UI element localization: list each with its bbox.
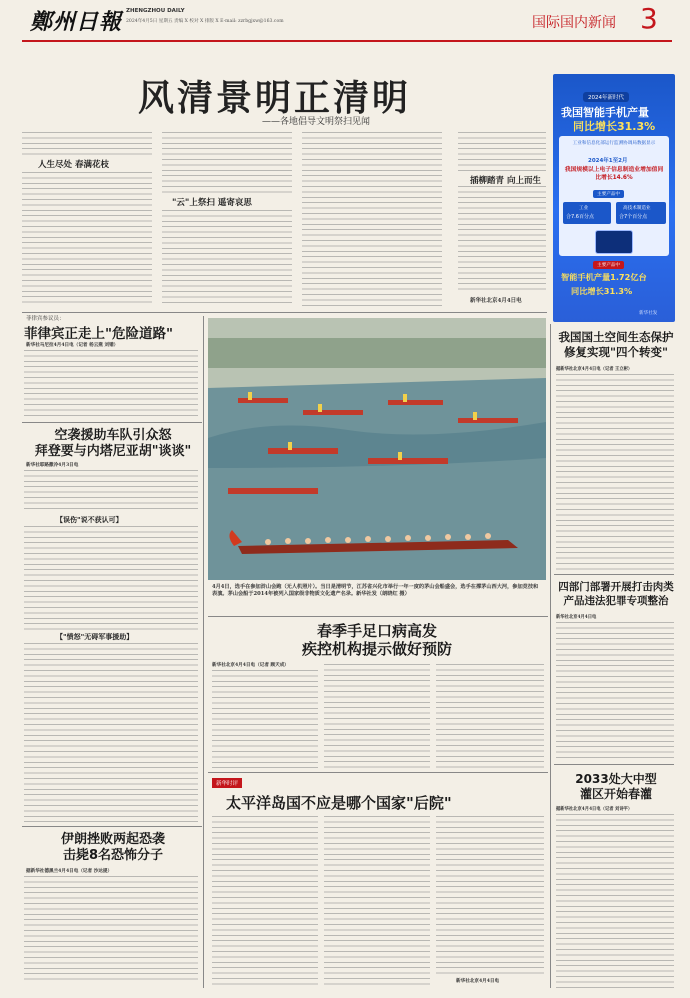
airdrop-body-2 <box>24 526 198 630</box>
divider-right-1 <box>554 574 674 575</box>
hfmd-body-1 <box>212 670 318 768</box>
airdrop-body-3 <box>24 643 198 823</box>
ad-title: 我国智能手机产量 <box>561 106 649 119</box>
lead-col-2b <box>162 210 292 307</box>
phone-icon <box>595 230 633 254</box>
lead-title: 风清景明正清明 <box>138 78 412 119</box>
dragon-boat-scene <box>208 318 546 580</box>
hfmd-title: 春季手足口病高发 疾控机构提示做好预防 <box>301 622 452 658</box>
airdrop-title: 空袭援助车队引众怒 拜登要与内塔尼亚胡"谈谈" <box>34 428 192 459</box>
pacific-body-3 <box>436 816 544 976</box>
airdrop-byline: 新华社耶路撒冷4月3日电 <box>26 463 79 468</box>
divider-left-2 <box>22 826 202 827</box>
lead-body <box>22 132 447 310</box>
irrigation-title: 2033处大中型 灌区开始春灌 <box>575 772 657 801</box>
ecology-body <box>556 374 674 570</box>
ad-stat: 我国规模以上电子信息制造业增加值同比增长14.6% <box>564 167 664 181</box>
pacific-body-2 <box>324 816 430 988</box>
ad-bottom-1: 智能手机产量1.72亿台 <box>561 272 647 282</box>
philippines-intro: 菲律宾参议员： <box>26 316 65 322</box>
hfmd-body-3 <box>436 664 544 768</box>
dragon-boat-photo <box>208 318 546 580</box>
divider-top <box>22 312 547 313</box>
masthead-meta: 2024年4月5日 星期五 责编 X 校对 X 排版 X E-mail: zzrbgjxw@163.com <box>126 19 284 24</box>
newspaper-en: ZHENGZHOU DAILY <box>126 8 185 14</box>
meat-title: 四部门部署开展打击肉类 产品违法犯罪专项整治 <box>558 581 674 607</box>
irrigation-byline: 据新华社北京4月4日电（记者 刘诗平） <box>556 807 633 812</box>
ecology-byline: 据新华社北京4月4日电（记者 王立彬） <box>556 367 633 372</box>
photo-caption: 4月4日，选手在参加浒山会跑（无人机照片）。当日是清明节，江苏省兴化市举行一年一度的茅山会船盛会，选手在撑茅山西大河，参加竞技和表演。茅山会船于2014年被列入国家级非物质文化遗产名录。新华社发（朗晓红 摄） <box>212 584 539 597</box>
divider-left-1 <box>22 422 202 423</box>
lead-subtitle: ——各地倡导文明祭扫见闻 <box>262 117 371 127</box>
lead-subhead-2: "云"上祭扫 遥寄哀思 <box>172 198 252 208</box>
col-divider-left <box>203 316 204 988</box>
ad-box-1-value: 合7.6百分点 <box>566 214 594 220</box>
pacific-tag: 新华时评 <box>212 778 242 788</box>
iran-body <box>24 876 198 984</box>
ad-box-2-value: 合7个百分点 <box>619 214 648 220</box>
lead-col-1b <box>22 172 152 307</box>
pacific-body-1 <box>212 816 318 988</box>
ad-credit: 新华社发 <box>639 311 658 316</box>
lead-col-4b <box>458 186 546 290</box>
lead-col-2 <box>162 132 292 194</box>
divider-mid-1 <box>208 616 548 617</box>
pacific-dateline: 新华社北京4月4日电 <box>456 979 500 984</box>
masthead <box>0 0 690 64</box>
iran-title: 伊朗挫败两起恐袭 击毙8名恐怖分子 <box>60 832 165 863</box>
airdrop-sub-1: 【误伤"说不获认可】 <box>56 516 123 524</box>
lead-subhead-1: 人生尽处 春满花枝 <box>38 160 109 170</box>
ecology-title: 我国国土空间生态保护 修复实现"四个转变" <box>558 330 674 359</box>
ad-box-1-label: 工业 <box>579 206 589 211</box>
section-title: 国际国内新闻 <box>532 15 616 31</box>
masthead-rule <box>22 40 672 42</box>
lead-dateline: 新华社北京4月4日电 <box>470 298 522 304</box>
ad-subtitle: 同比增长31.3% <box>573 120 656 133</box>
airdrop-body-1 <box>24 470 198 512</box>
ad-bottom-tag: 主要产品中 <box>593 261 624 269</box>
divider-right-2 <box>554 764 674 765</box>
lead-subhead-3: 插柳踏青 向上而生 <box>470 176 541 186</box>
philippines-body <box>24 350 198 418</box>
ad-infographic <box>553 74 675 322</box>
hfmd-byline: 新华社北京4月4日电（记者 顾天成） <box>212 663 289 668</box>
page-number: 3 <box>640 2 658 35</box>
hfmd-body-2 <box>324 664 430 768</box>
meat-body <box>556 622 674 760</box>
ad-box-2-label: 高技术制造业 <box>623 206 651 211</box>
newspaper-logo: 鄭州日報 <box>30 10 123 35</box>
col-divider-right <box>550 324 551 988</box>
airdrop-sub-2: 【"愤怒"无碍军事援助】 <box>56 633 134 641</box>
lead-col-3 <box>302 132 442 307</box>
divider-mid-2 <box>208 772 548 773</box>
pacific-title: 太平洋岛国不应是哪个国家"后院" <box>226 794 452 812</box>
ad-date: 2024年1至2月 <box>588 158 628 164</box>
irrigation-body <box>556 814 674 988</box>
philippines-title: 菲律宾正走上"危险道路" <box>24 326 174 342</box>
lead-col-1 <box>22 132 152 156</box>
lead-col-4 <box>458 132 546 172</box>
philippines-byline: 新华社马尼拉4月4日电（记者 杨云燕 刘锴） <box>26 343 119 348</box>
ad-bottom-2: 同比增长31.3% <box>571 286 633 296</box>
iran-byline: 据新华社德黑兰4月4日电（记者 沙达提） <box>26 869 113 874</box>
ad-line1: 工业和信息化部运行监测协调局数据显示 <box>572 141 656 146</box>
meat-byline: 新华社北京4月4日电 <box>556 615 597 620</box>
ad-tag-2: 主要产品中 <box>593 190 624 198</box>
ad-tag: 2024年新时代 <box>583 92 629 102</box>
